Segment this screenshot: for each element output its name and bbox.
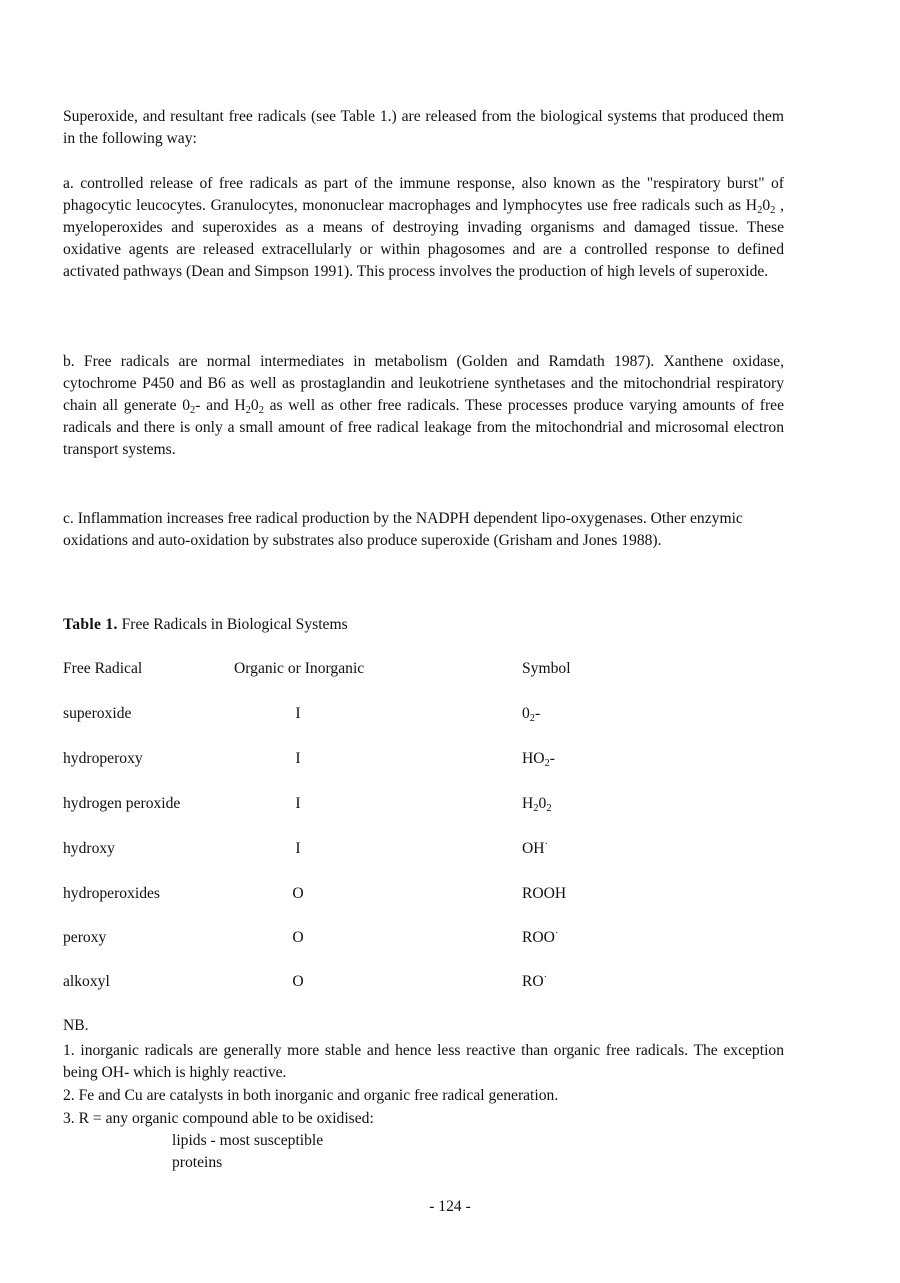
note-1: 1. inorganic radicals are generally more stable and hence less reactive than organic free radicals. The exception being OH- which is highly reactive. xyxy=(63,1042,784,1081)
radical-name: hydroperoxides xyxy=(63,885,161,902)
intro-paragraph: Superoxide, and resultant free radicals (see Table 1.) are released from the biological systems that produced them in the following way: xyxy=(63,108,784,147)
table-header-free-radical: Free Radical xyxy=(63,660,143,677)
table-header-symbol: Symbol xyxy=(522,660,571,677)
radical-symbol: $H_20_2$ xyxy=(522,795,552,814)
radical-symbol: OH· xyxy=(522,839,549,857)
radical-name: hydroperoxy xyxy=(63,750,143,767)
radical-symbol: $HO_2-$ xyxy=(522,750,555,769)
radical-type: O xyxy=(292,885,304,902)
radical-symbol: ROO· xyxy=(522,928,559,946)
radical-type: O xyxy=(292,973,304,990)
radical-symbol: $0_2-$ xyxy=(522,705,541,724)
table-header-organic-inorganic: Organic or Inorganic xyxy=(234,660,365,677)
radical-type: O xyxy=(292,929,304,946)
table-row xyxy=(0,973,900,999)
table-row xyxy=(0,705,900,731)
radical-symbol: ROOH xyxy=(522,885,567,902)
radical-name: alkoxyl xyxy=(63,973,110,990)
note-3: 3. R = any organic compound able to be oxidised: xyxy=(63,1110,374,1127)
radical-type: I xyxy=(295,705,301,722)
note-3-item-proteins: proteins xyxy=(172,1154,223,1171)
page-number: - 124 - xyxy=(429,1198,471,1215)
paragraph-c: c. Inflammation increases free radical production by the NADPH dependent lipo-oxygenases. Other enzymic oxidations and auto-oxidation by substrates also produce superoxide (Grisham and Jones 1988). xyxy=(63,510,743,549)
radical-name: superoxide xyxy=(63,705,132,722)
table-row xyxy=(0,929,900,955)
paragraph-b: b. Free radicals are normal intermediates in metabolism (Golden and Ramdath 1987). Xanthene oxidase, cytochrome P450 and B6 as well as prostaglandin and leukotriene synthetases and the mitochondrial respiratory chain all generate $0_2-$ and $H_20_2$ as well as other free radicals. These processes produce varying amounts of free radicals and there is only a small amount of free radical leakage from the mitochondrial and microsomal electron transport systems. xyxy=(63,353,784,458)
paragraph-a: a. controlled release of free radicals as part of the immune response, also known as the "respiratory burst" of phagocytic leucocytes. Granulocytes, mononuclear macrophages and lymphocytes use free radicals such as $H_20_2$ , myeloperoxides and superoxides as a means of destroying invading organisms and damaged tissue. These oxidative agents are released extracellularly or within phagosomes and are a controlled response to defined activated pathways (Dean and Simpson 1991). This process involves the production of high levels of superoxide. xyxy=(63,175,784,280)
table-row xyxy=(0,795,900,821)
note-3-item-lipids: lipids - most susceptible xyxy=(172,1132,324,1149)
radical-type: I xyxy=(295,795,301,812)
radical-type: I xyxy=(295,750,301,767)
radical-type: I xyxy=(295,840,301,857)
radical-symbol: RO· xyxy=(522,972,548,990)
table-row xyxy=(0,750,900,776)
table-caption: Table 1. Free Radicals in Biological Systems xyxy=(63,616,348,633)
table-row xyxy=(0,885,900,911)
table-row xyxy=(0,840,900,866)
radical-name: hydroxy xyxy=(63,840,115,857)
notes-heading: NB. xyxy=(63,1017,89,1034)
note-2: 2. Fe and Cu are catalysts in both inorganic and organic free radical generation. xyxy=(63,1087,559,1104)
radical-name: peroxy xyxy=(63,929,107,946)
radical-name: hydrogen peroxide xyxy=(63,795,181,812)
